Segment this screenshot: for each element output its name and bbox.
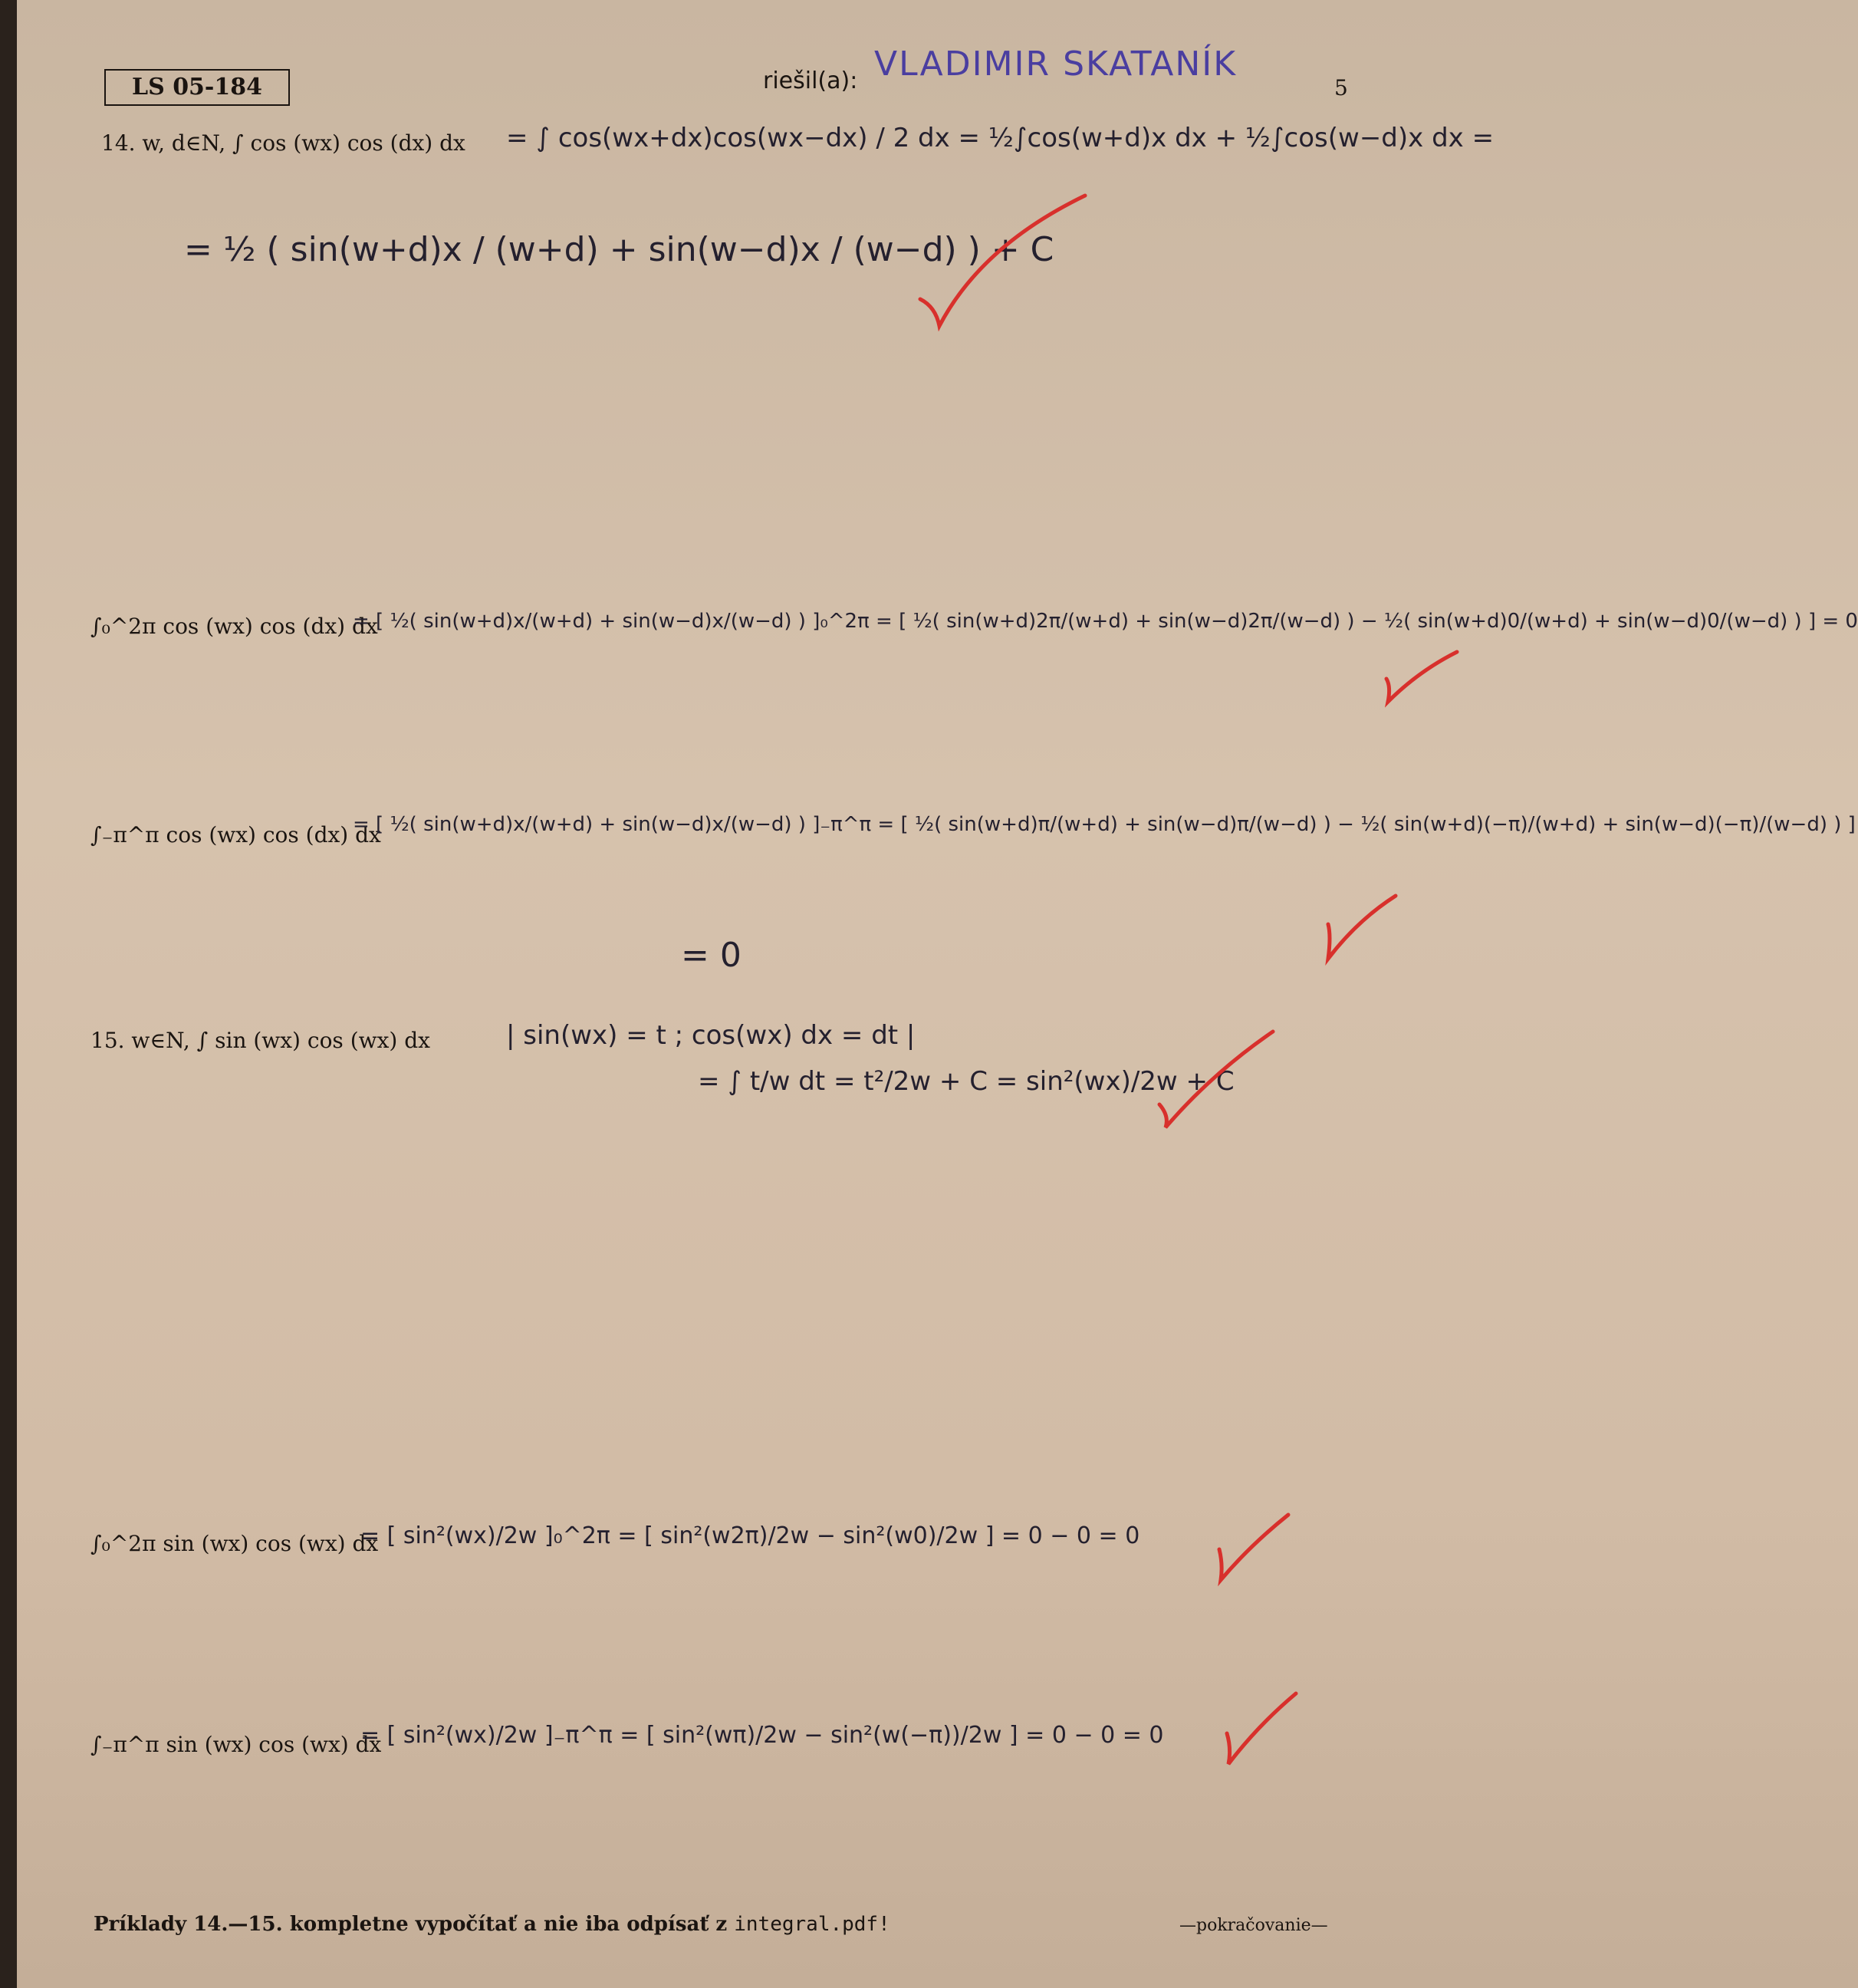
problem-14-statement: 14. w, d∈N, ∫ cos (wx) cos (dx) dx — [101, 130, 465, 156]
problem-14-step1: = ∫ cos(wx+dx)cos(wx−dx) / 2 dx = ½∫cos(w+d)x dx + ½∫cos(w−d)x dx = — [506, 123, 1495, 153]
problem-14-definite-2: ∫₋π^π cos (wx) cos (dx) dx — [90, 822, 381, 848]
page-number: 5 — [1334, 75, 1348, 100]
course-code-box: LS 05-184 — [104, 69, 290, 106]
solver-name-handwritten: VLADIMIR SKATANÍK — [874, 44, 1238, 84]
solver-label: riešil(a): — [763, 67, 858, 94]
problem-15-work: = ∫ t/w dt = t²/2w + C = sin²(wx)/2w + C — [698, 1066, 1235, 1097]
check-mark-icon — [1380, 648, 1465, 709]
problem-15-definite-1: ∫₀^2π sin (wx) cos (wx) dx — [90, 1531, 379, 1556]
problem-15-statement: 15. w∈N, ∫ sin (wx) cos (wx) dx — [90, 1028, 430, 1053]
problem-14-definite-2-result: = 0 — [681, 936, 742, 975]
problem-14-step2: = ½ ( sin(w+d)x / (w+d) + sin(w−d)x / (w−d) ) + C — [184, 230, 1054, 269]
check-mark-icon — [1150, 1028, 1281, 1135]
check-mark-icon — [1212, 1511, 1296, 1588]
footer-text: Príklady 14.—15. kompletne vypočítať a nie iba odpísať z — [94, 1913, 728, 1936]
check-mark-icon — [1319, 890, 1403, 966]
problem-15-definite-2: ∫₋π^π sin (wx) cos (wx) dx — [90, 1732, 382, 1757]
problem-15-substitution: | sin(wx) = t ; cos(wx) dx = dt | — [506, 1020, 916, 1051]
check-mark-icon — [913, 192, 1097, 337]
check-mark-icon — [1219, 1687, 1304, 1772]
problem-14-definite-1-work: = [ ½( sin(w+d)x/(w+d) + sin(w−d)x/(w−d) ) ]₀^2π = [ ½( sin(w+d)2π/(w+d) + sin(w−d)2π/(w−d) ) − ½( sin(w+d)0/(w+d) + sin(w−d)0/(w−d) ) ] = 0 — [353, 610, 1858, 633]
problem-15-definite-1-work: = [ sin²(wx)/2w ]₀^2π = [ sin²(w2π)/2w − sin²(w0)/2w ] = 0 − 0 = 0 — [360, 1522, 1140, 1549]
problem-15-definite-2-work: = [ sin²(wx)/2w ]₋π^π = [ sin²(wπ)/2w − sin²(w(−π))/2w ] = 0 − 0 = 0 — [360, 1722, 1164, 1749]
page-edge-shadow — [0, 0, 17, 1988]
footer-file: integral.pdf! — [734, 1913, 890, 1936]
problem-14-definite-1: ∫₀^2π cos (wx) cos (dx) dx — [90, 614, 378, 639]
footer-instruction — [94, 1913, 890, 1936]
problem-14-definite-2-work: = [ ½( sin(w+d)x/(w+d) + sin(w−d)x/(w−d) ) ]₋π^π = [ ½( sin(w+d)π/(w+d) + sin(w−d)π/(w−d) ) − ½( sin(w+d)(−π)/(w+d) + sin(w−d)(−π)/(w−d) ) ] — [353, 813, 1856, 836]
continuation-label: —pokračovanie— — [1179, 1916, 1328, 1935]
